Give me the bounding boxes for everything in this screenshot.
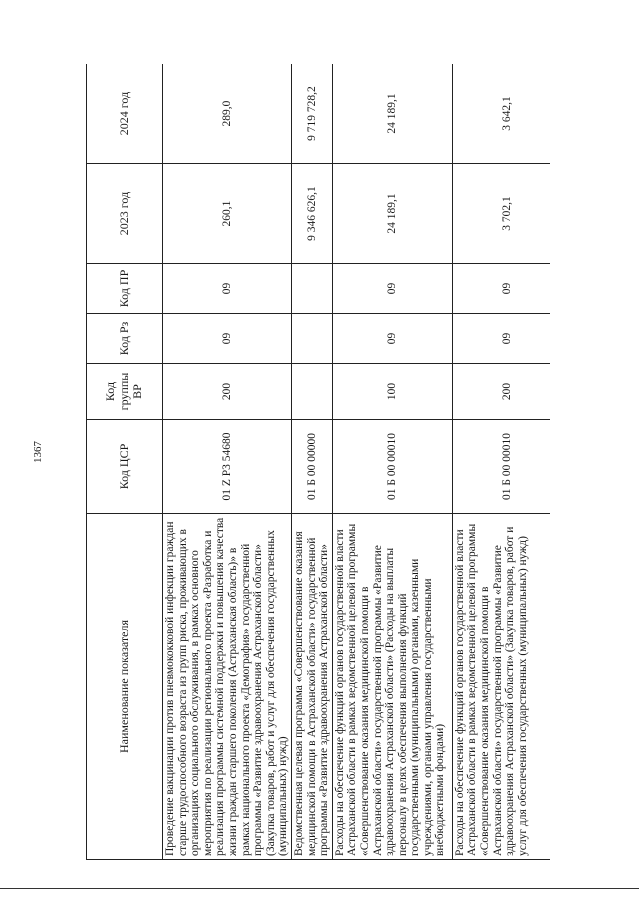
row-name: Ведомственная целевая программа «Совершенствование оказания медицинской помощи в Астраханской области» государственной программы «Развитие здравоохранения Астраханской области» [291,514,332,860]
row-vr: 100 [332,364,452,420]
row-2024: 9 719 728,2 [291,64,332,164]
row-vr: 200 [163,364,292,420]
row-2023: 9 346 626,1 [291,164,332,264]
row-2024: 289,0 [163,64,292,164]
row-2023: 24 189,1 [332,164,452,264]
row-csr: 01 Б 00 00000 [291,420,332,514]
table-row [452,64,550,860]
table-row [163,64,292,860]
row-pr: 09 [332,264,452,314]
row-2024: 24 189,1 [332,64,452,164]
page-number: 1367 [32,441,44,463]
row-name: Расходы на обеспечение функций органов государственной власти Астраханской области в рамках ведомственной целевой программы «Совершенствование оказания медицинской помощи в Астраханской области» государственной программы «Развитие здравоохранения Астраханской области» (Закупка товаров, работ и услуг для обеспечения государственных (муниципальных) нужд) [452,514,550,860]
row-pr: 09 [163,264,292,314]
row-rz: 09 [452,314,550,364]
header-csr: Код ЦСР [87,420,163,514]
header-name: Наименование показателя [87,514,163,860]
row-name: Проведение вакцинации против пневмококковой инфекции граждан старше трудоспособного возраста из групп риска, проживающих в организациях социального обслуживания, в рамках основного мероприятия по реализации регионального проекта «Разработка и реализация программы системной поддержки и повышения качества жизни граждан старшего поколения (Астраханская область)» в рамках национального проекта «Демография» государственной программы «Развитие здравоохранения Астраханской области» (Закупка товаров, работ и услуг для обеспечения государственных (муниципальных) нужд) [163,514,292,860]
row-csr: 01 Б 00 00010 [332,420,452,514]
row-vr: 200 [452,364,550,420]
row-csr: 01 Z P3 54680 [163,420,292,514]
row-rz: 09 [332,314,452,364]
budget-table [86,64,550,860]
header-pr: Код ПР [87,264,163,314]
row-2024: 3 642,1 [452,64,550,164]
header-2023: 2023 год [87,164,163,264]
row-vr [291,364,332,420]
row-pr [291,264,332,314]
header-2024: 2024 год [87,64,163,164]
row-2023: 3 702,1 [452,164,550,264]
table-row [332,64,452,860]
table-header-row [87,64,163,860]
row-rz [291,314,332,364]
row-2023: 260,1 [163,164,292,264]
table-row [291,64,332,860]
row-pr: 09 [452,264,550,314]
row-rz: 09 [163,314,292,364]
row-name: Расходы на обеспечение функций органов государственной власти Астраханской области в рамках ведомственной целевой программы «Совершенствование оказания медицинской помощи в Астраханской области» государственной программы «Развитие здравоохранения Астраханской области» (Расходы на выплаты персоналу в целях обеспечения выполнения функций государственными (муниципальными) органами, казенными учреждениями, органами управления государственными внебюджетными фондами) [332,514,452,860]
rotated-table-container [86,64,550,860]
row-csr: 01 Б 00 00010 [452,420,550,514]
header-rz: Код Рз [87,314,163,364]
header-vr: Код группы ВР [87,364,163,420]
table-rotator [86,64,550,860]
bottom-rule [0,888,639,889]
